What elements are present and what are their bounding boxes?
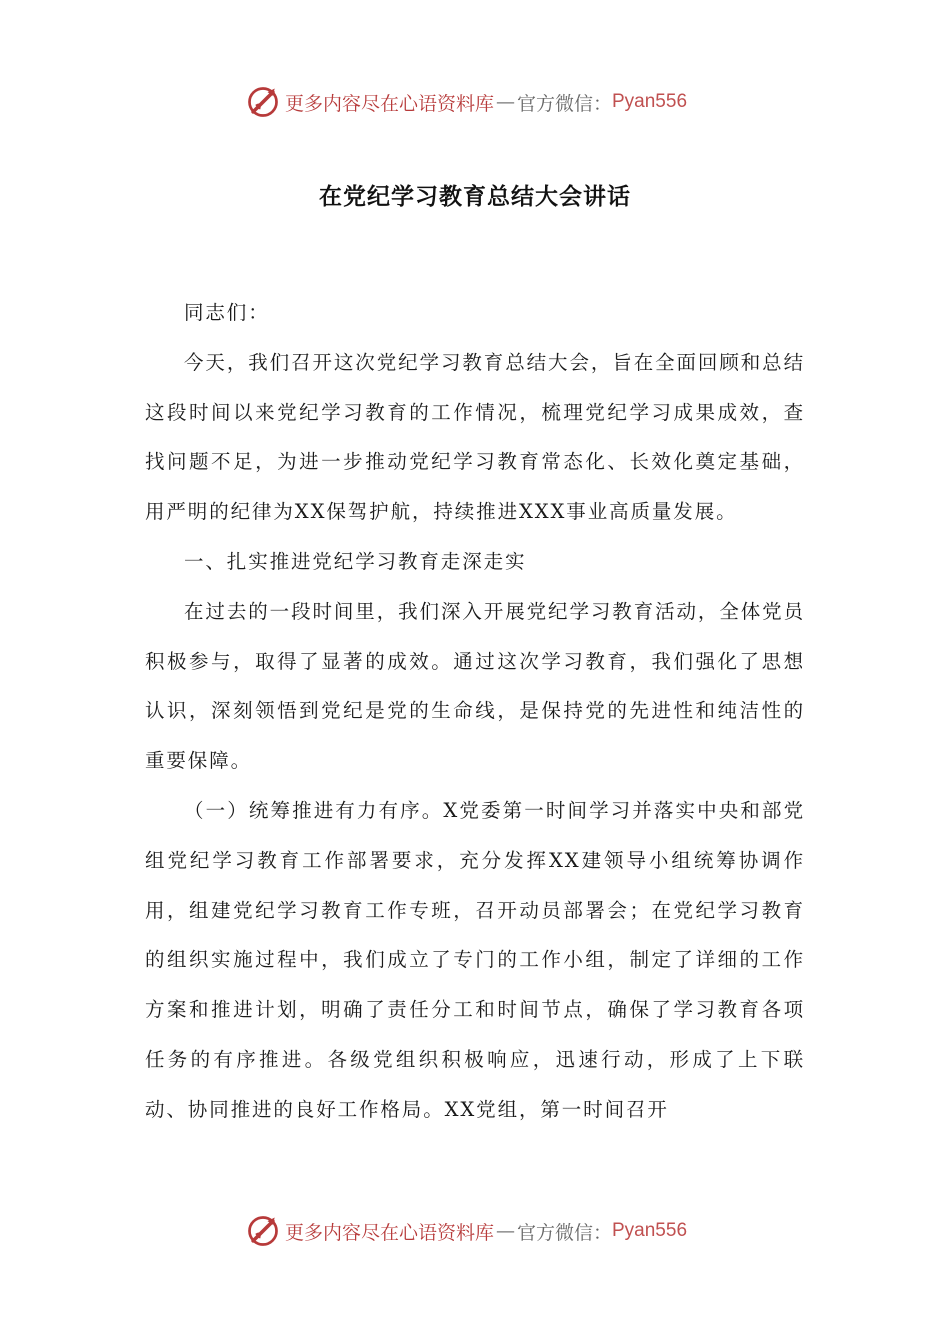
footer-banner (0, 1211, 950, 1251)
document-body (145, 288, 805, 1135)
section-heading-1: 一、扎实推进党纪学习教育走深走实 (184, 549, 527, 573)
document-title: 在党纪学习教育总结大会讲话 (319, 184, 631, 210)
paragraph-section-1: 在过去的一段时间里，我们深入开展党纪学习教育活动，全体党员积极参与，取得了显著的成效。通过这次学习教育，我们强化了思想认识，深刻领悟到党纪是党的生命线，是保持党的先进性和纯洁性的重要保障。 (145, 599, 805, 773)
banner-separator: — (495, 91, 515, 113)
paragraph-subsection-1: （一）统筹推进有力有序。X党委第一时间学习并落实中央和部党组党纪学习教育工作部署要求，充分发挥XX建领导小组统筹协调作用，组建党纪学习教育工作专班，召开动员部署会；在党纪学习教育的组织实施过程中，我们成立了专门的工作小组，制定了详细的工作方案和推进计划，明确了责任分工和时间节点，确保了学习教育各项任务的有序推进。各级党组织积极响应，迅速行动，形成了上下联动、协同推进的良好工作格局。XX党组，第一时间召开 (145, 798, 805, 1121)
salutation: 同志们： (184, 301, 270, 324)
banner-wechat-id: Pyan556 (612, 1220, 688, 1241)
pen-logo-icon (245, 84, 281, 120)
banner-wechat-label: 官方微信： (516, 1221, 612, 1244)
header-banner (0, 82, 950, 122)
banner-wechat-label: 官方微信： (516, 92, 612, 115)
banner-wechat-id: Pyan556 (612, 91, 688, 112)
banner-text: 更多内容尽在心语资料库 (284, 92, 494, 115)
pen-logo-icon (245, 1213, 281, 1249)
banner-separator: — (495, 1220, 515, 1242)
banner-text: 更多内容尽在心语资料库 (284, 1221, 494, 1244)
paragraph-intro: 今天，我们召开这次党纪学习教育总结大会，旨在全面回顾和总结这段时间以来党纪学习教育的工作情况，梳理党纪学习成果成效，查找问题不足，为进一步推动党纪学习教育常态化、长效化奠定基础，用严明的纪律为XX保驾护航，持续推进XXX事业高质量发展。 (145, 350, 805, 524)
